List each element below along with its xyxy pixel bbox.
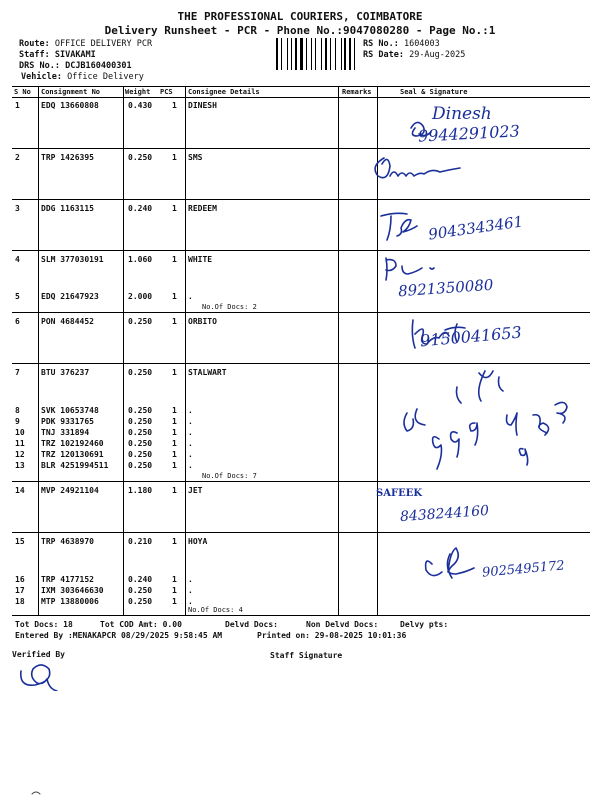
- row-pcs: 1: [172, 575, 177, 584]
- row-pcs: 1: [172, 586, 177, 595]
- row-consignment: MTP 13880006: [41, 597, 99, 606]
- row-consignee: .: [188, 439, 193, 448]
- signature-1-phone: 9944291023: [417, 121, 521, 146]
- row-consignee: .: [188, 428, 193, 437]
- barcode-bar: [341, 38, 342, 70]
- staff-line: Staff: SIVAKAMI: [19, 50, 96, 60]
- barcode-bar: [325, 38, 327, 70]
- row-consignee: SMS: [188, 153, 203, 162]
- signature-3-phone: 9043343461: [427, 212, 525, 244]
- row-sno: 16: [15, 575, 25, 584]
- barcode-bar: [354, 38, 355, 70]
- row-consignee: ORBITO: [188, 317, 217, 326]
- row-sno: 10: [15, 428, 25, 437]
- staff-signature-label: Staff Signature: [270, 651, 343, 660]
- barcode-bar: [306, 38, 307, 70]
- row-sno: 11: [15, 439, 25, 448]
- row-consignee: WHITE: [188, 255, 213, 264]
- barcode-bar: [287, 38, 288, 70]
- barcode-bar: [321, 38, 322, 70]
- row-divider: [12, 481, 590, 482]
- row-sno: 14: [15, 486, 25, 495]
- barcode-bar: [344, 38, 346, 70]
- delivered-docs: Delvd Docs:: [225, 620, 278, 629]
- row-sno: 9: [15, 417, 20, 426]
- barcode-bar: [300, 38, 303, 70]
- row-weight: 0.250: [128, 597, 153, 606]
- docs-note: No.Of Docs: 2: [202, 303, 257, 311]
- verifier-signature: [15, 657, 75, 691]
- row-consignee: .: [188, 406, 193, 415]
- docs-note: No.Of Docs: 7: [202, 472, 257, 480]
- row-pcs: 1: [172, 439, 177, 448]
- row-consignment: PON 4684452: [41, 317, 94, 326]
- row-consignee: JET: [188, 486, 203, 495]
- vehicle-line: Vehicle: Office Delivery: [21, 72, 144, 82]
- non-delivered-docs: Non Delvd Docs:: [306, 620, 379, 629]
- row-consignment: DDG 1163115: [41, 204, 94, 213]
- col-header-sno: S No: [14, 88, 31, 96]
- route-line: Route: OFFICE DELIVERY PCR: [19, 39, 153, 49]
- row-weight: 1.180: [128, 486, 153, 495]
- row-divider: [12, 312, 590, 313]
- row-weight: 0.250: [128, 439, 153, 448]
- barcode-bar: [291, 38, 292, 70]
- row-consignee: .: [188, 597, 193, 606]
- row-pcs: 1: [172, 204, 177, 213]
- signature-15: [420, 544, 490, 588]
- row-weight: 2.000: [128, 292, 153, 301]
- barcode-bar: [281, 38, 282, 70]
- row-weight: 0.240: [128, 575, 153, 584]
- row-consignment: BTU 376237: [41, 368, 90, 377]
- signature-3: [375, 208, 435, 248]
- col-header-remarks: Remarks: [342, 88, 372, 96]
- col-header-weight: Weight: [125, 88, 151, 96]
- row-consignment: TRP 1426395: [41, 153, 94, 162]
- row-pcs: 1: [172, 292, 177, 301]
- barcode-bar: [311, 38, 312, 70]
- row-weight: 0.210: [128, 537, 153, 546]
- signature-15-phone: 9025495172: [481, 558, 566, 581]
- total-docs: Tot Docs: 18: [15, 620, 73, 629]
- barcode: [276, 38, 360, 70]
- col-header-consignment: Consignment No: [41, 88, 101, 96]
- runsheet-subtitle: Delivery Runsheet - PCR - Phone No.:9047080280 - Page No.:1: [104, 24, 496, 37]
- rs-no-line: RS No.: 1604003: [363, 39, 440, 49]
- row-weight: 0.250: [128, 153, 153, 162]
- row-sno: 1: [15, 101, 20, 110]
- row-consignment: TNJ 331894: [41, 428, 90, 437]
- row-divider: [12, 532, 590, 533]
- row-consignment: TRZ 120130691: [41, 450, 104, 459]
- row-divider: [12, 363, 590, 364]
- row-sno: 15: [15, 537, 25, 546]
- signature-7-13: [395, 365, 585, 480]
- signature-6-phone: 9150041653: [419, 322, 523, 351]
- row-sno: 7: [15, 368, 20, 377]
- delivery-points: Delvy pts:: [400, 620, 449, 629]
- row-pcs: 1: [172, 368, 177, 377]
- row-consignment: IXM 303646630: [41, 586, 104, 595]
- verified-by-label: Verified By: [12, 650, 65, 659]
- row-pcs: 1: [172, 317, 177, 326]
- row-pcs: 1: [172, 450, 177, 459]
- barcode-bar: [330, 38, 331, 70]
- col-divider: [123, 86, 124, 616]
- row-sno: 5: [15, 292, 20, 301]
- docs-note: No.Of Docs: 4: [188, 606, 243, 614]
- signature-4-phone: 8921350080: [397, 275, 494, 301]
- stray-mark: [30, 788, 50, 798]
- printed-on: Printed on: 29-08-2025 10:01:36: [257, 631, 407, 640]
- row-sno: 2: [15, 153, 20, 162]
- row-sno: 18: [15, 597, 25, 606]
- row-weight: 0.240: [128, 204, 153, 213]
- row-pcs: 1: [172, 597, 177, 606]
- row-pcs: 1: [172, 101, 177, 110]
- row-weight: 0.430: [128, 101, 153, 110]
- barcode-bar: [349, 38, 351, 70]
- barcode-bar: [315, 38, 317, 70]
- row-sno: 17: [15, 586, 25, 595]
- signature-14-phone: 8438244160: [399, 502, 490, 526]
- row-consignee: .: [188, 586, 193, 595]
- row-weight: 0.250: [128, 368, 153, 377]
- col-divider: [338, 86, 339, 616]
- runsheet-table: [12, 86, 590, 616]
- row-weight: 0.250: [128, 317, 153, 326]
- row-consignee: .: [188, 292, 193, 301]
- row-pcs: 1: [172, 486, 177, 495]
- row-consignment: SVK 10653748: [41, 406, 99, 415]
- row-weight: 1.060: [128, 255, 153, 264]
- row-weight: 0.250: [128, 428, 153, 437]
- signature-2: [370, 150, 500, 190]
- row-weight: 0.250: [128, 461, 153, 470]
- signature-1-name: Dinesh: [432, 104, 492, 124]
- row-sno: 12: [15, 450, 25, 459]
- row-pcs: 1: [172, 417, 177, 426]
- drs-line: DRS No.: DCJB160400301: [19, 61, 132, 71]
- row-weight: 0.250: [128, 450, 153, 459]
- row-consignment: TRP 4638970: [41, 537, 94, 546]
- col-divider: [38, 86, 39, 616]
- row-sno: 13: [15, 461, 25, 470]
- row-sno: 3: [15, 204, 20, 213]
- row-consignment: TRZ 102192460: [41, 439, 104, 448]
- row-consignee: DINESH: [188, 101, 217, 110]
- entered-by: Entered By :MENAKAPCR 08/29/2025 9:58:45 AM: [15, 631, 223, 640]
- col-header-pcs: PCS: [160, 88, 173, 96]
- row-consignment: BLR 4251994511: [41, 461, 109, 470]
- row-pcs: 1: [172, 428, 177, 437]
- row-consignee: REDEEM: [188, 204, 217, 213]
- row-weight: 0.250: [128, 417, 153, 426]
- row-divider: [12, 199, 590, 200]
- barcode-bar: [276, 38, 278, 70]
- row-sno: 4: [15, 255, 20, 264]
- row-pcs: 1: [172, 537, 177, 546]
- row-pcs: 1: [172, 406, 177, 415]
- row-consignment: SLM 377030191: [41, 255, 104, 264]
- col-header-consignee: Consignee Details: [188, 88, 260, 96]
- row-divider: [12, 148, 590, 149]
- row-consignee: STALWART: [188, 368, 227, 377]
- row-pcs: 1: [172, 153, 177, 162]
- row-consignee: .: [188, 575, 193, 584]
- row-consignee: HOYA: [188, 537, 208, 546]
- header-divider: [12, 97, 590, 98]
- row-pcs: 1: [172, 461, 177, 470]
- row-weight: 0.250: [128, 406, 153, 415]
- row-consignment: EDQ 13660808: [41, 101, 99, 110]
- col-header-seal: Seal & Signature: [400, 88, 468, 96]
- total-cod: Tot COD Amt: 0.00: [100, 620, 182, 629]
- row-weight: 0.250: [128, 586, 153, 595]
- row-consignment: PDK 9331765: [41, 417, 94, 426]
- row-consignment: EDQ 21647923: [41, 292, 99, 301]
- company-title: THE PROFESSIONAL COURIERS, COIMBATORE: [177, 10, 423, 23]
- row-divider: [12, 250, 590, 251]
- barcode-bar: [295, 38, 297, 70]
- barcode-bar: [335, 38, 336, 70]
- rs-date-line: RS Date: 29-Aug-2025: [363, 50, 466, 60]
- row-consignment: TRP 4177152: [41, 575, 94, 584]
- signature-14-name: SAFEEK: [376, 488, 423, 499]
- row-consignee: .: [188, 461, 193, 470]
- row-sno: 6: [15, 317, 20, 326]
- row-sno: 8: [15, 406, 20, 415]
- row-consignee: .: [188, 417, 193, 426]
- row-consignment: MVP 24921104: [41, 486, 99, 495]
- row-pcs: 1: [172, 255, 177, 264]
- row-consignee: .: [188, 450, 193, 459]
- col-divider: [185, 86, 186, 616]
